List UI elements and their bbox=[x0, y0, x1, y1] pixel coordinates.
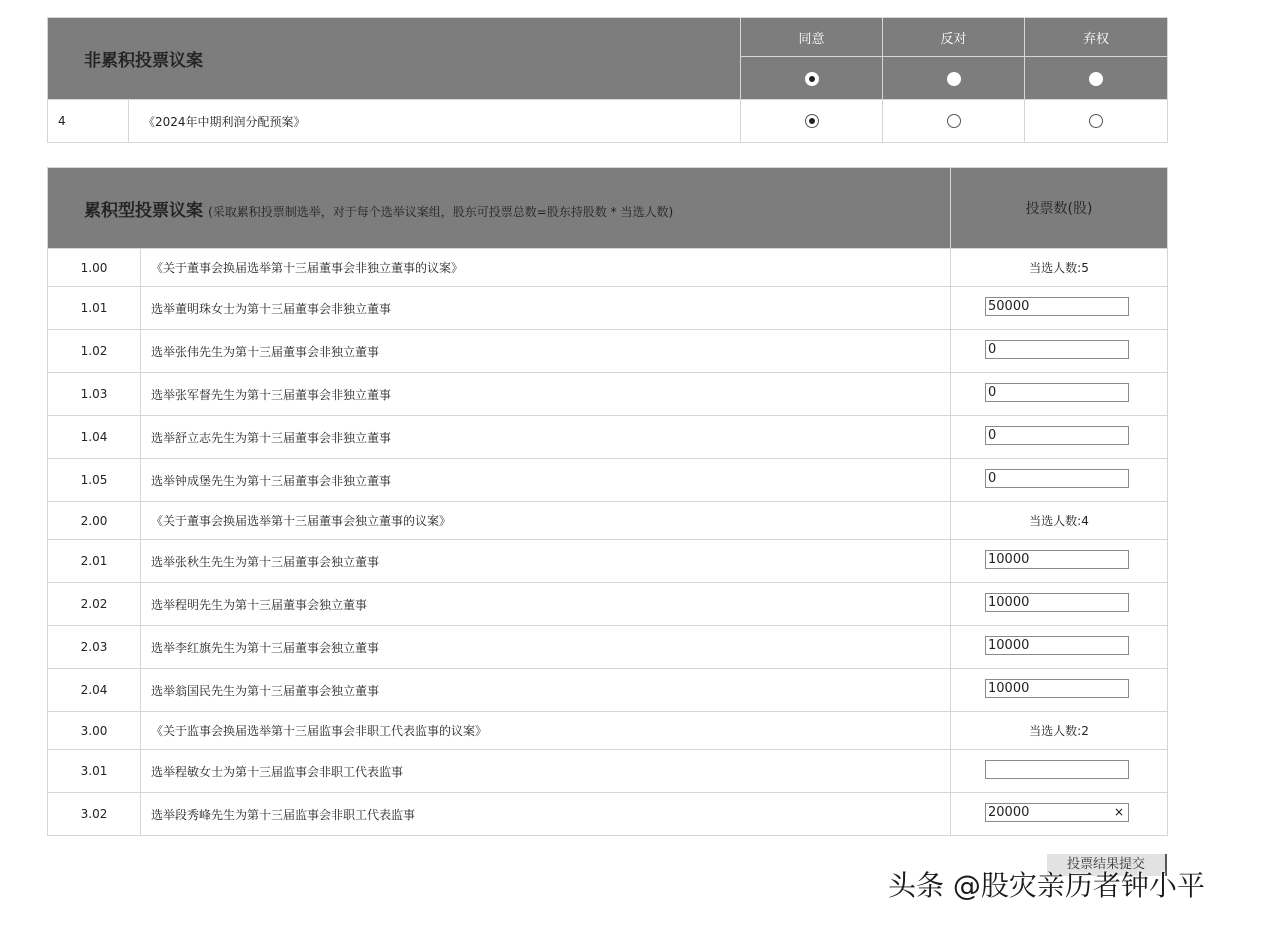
proposal-code: 4 bbox=[48, 100, 129, 143]
vote-cell bbox=[951, 373, 1168, 416]
radio-agree[interactable] bbox=[805, 114, 819, 128]
vote-value: 20000 bbox=[988, 805, 1030, 820]
candidate-code: 1.05 bbox=[48, 459, 141, 502]
vote-cell bbox=[951, 459, 1168, 502]
non-cumulative-title: 非累积投票议案 bbox=[48, 18, 741, 100]
table-row bbox=[48, 416, 1168, 459]
group-row bbox=[48, 502, 1168, 540]
radio-oppose[interactable] bbox=[947, 114, 961, 128]
group-name: 《关于董事会换届选举第十三届董事会独立董事的议案》 bbox=[141, 502, 951, 540]
table-row bbox=[48, 793, 1168, 836]
vote-cell bbox=[951, 583, 1168, 626]
group-code: 1.00 bbox=[48, 249, 141, 287]
candidate-name: 选举张军督先生为第十三届董事会非独立董事 bbox=[141, 373, 951, 416]
group-name: 《关于监事会换届选举第十三届监事会非职工代表监事的议案》 bbox=[141, 712, 951, 750]
vote-input[interactable] bbox=[985, 550, 1129, 569]
group-code: 3.00 bbox=[48, 712, 141, 750]
table-row bbox=[48, 459, 1168, 502]
vote-value: 10000 bbox=[988, 638, 1030, 653]
candidate-code: 2.03 bbox=[48, 626, 141, 669]
vote-input[interactable] bbox=[985, 803, 1129, 822]
header-abstain-all[interactable] bbox=[1025, 57, 1168, 100]
vote-value: 0 bbox=[988, 385, 997, 400]
header-agree-all[interactable] bbox=[741, 57, 883, 100]
table-row bbox=[48, 540, 1168, 583]
vote-cell bbox=[951, 793, 1168, 836]
column-abstain: 弃权 bbox=[1025, 18, 1168, 57]
vote-input[interactable] bbox=[985, 636, 1129, 655]
table-row bbox=[48, 373, 1168, 416]
vote-input[interactable] bbox=[985, 469, 1129, 488]
header-oppose-all[interactable] bbox=[883, 57, 1025, 100]
group-row bbox=[48, 249, 1168, 287]
vote-value: 50000 bbox=[988, 299, 1030, 314]
vote-value: 0 bbox=[988, 471, 997, 486]
candidate-name: 选举董明珠女士为第十三届董事会非独立董事 bbox=[141, 287, 951, 330]
group-name: 《关于董事会换届选举第十三届董事会非独立董事的议案》 bbox=[141, 249, 951, 287]
watermark: 头条 @股灾亲历者钟小平 bbox=[888, 869, 1205, 902]
candidate-name: 选举翁国民先生为第十三届董事会独立董事 bbox=[141, 669, 951, 712]
vote-cell bbox=[951, 287, 1168, 330]
candidate-code: 2.02 bbox=[48, 583, 141, 626]
vote-cell bbox=[951, 626, 1168, 669]
group-quota: 当选人数:4 bbox=[951, 502, 1168, 540]
vote-cell bbox=[951, 330, 1168, 373]
candidate-name: 选举李红旗先生为第十三届董事会独立董事 bbox=[141, 626, 951, 669]
vote-value: 0 bbox=[988, 428, 997, 443]
candidate-code: 1.04 bbox=[48, 416, 141, 459]
proposal-name: 《2024年中期利润分配预案》 bbox=[129, 100, 741, 143]
candidate-name: 选举程敏女士为第十三届监事会非职工代表监事 bbox=[141, 750, 951, 793]
candidate-code: 1.02 bbox=[48, 330, 141, 373]
vote-input[interactable] bbox=[985, 593, 1129, 612]
candidate-code: 1.01 bbox=[48, 287, 141, 330]
table-row bbox=[48, 626, 1168, 669]
candidate-code: 3.02 bbox=[48, 793, 141, 836]
header-radio-oppose[interactable] bbox=[947, 72, 961, 86]
group-quota: 当选人数:2 bbox=[951, 712, 1168, 750]
cumulative-header bbox=[48, 168, 951, 249]
vote-count-header: 投票数(股) bbox=[951, 168, 1168, 249]
vote-input[interactable] bbox=[985, 340, 1129, 359]
column-oppose: 反对 bbox=[883, 18, 1025, 57]
cumulative-title: 累积型投票议案 bbox=[84, 200, 203, 221]
table-row bbox=[48, 583, 1168, 626]
candidate-name: 选举张伟先生为第十三届董事会非独立董事 bbox=[141, 330, 951, 373]
candidate-name: 选举钟成堡先生为第十三届董事会非独立董事 bbox=[141, 459, 951, 502]
radio-abstain[interactable] bbox=[1089, 114, 1103, 128]
group-row bbox=[48, 712, 1168, 750]
voting-page bbox=[47, 17, 1167, 836]
table-row bbox=[48, 287, 1168, 330]
column-agree: 同意 bbox=[741, 18, 883, 57]
table-row bbox=[48, 669, 1168, 712]
vote-cell bbox=[951, 540, 1168, 583]
vote-input[interactable] bbox=[985, 679, 1129, 698]
candidate-name: 选举段秀峰先生为第十三届监事会非职工代表监事 bbox=[141, 793, 951, 836]
candidate-code: 2.01 bbox=[48, 540, 141, 583]
group-code: 2.00 bbox=[48, 502, 141, 540]
candidate-name: 选举舒立志先生为第十三届董事会非独立董事 bbox=[141, 416, 951, 459]
table-row bbox=[48, 750, 1168, 793]
candidate-code: 3.01 bbox=[48, 750, 141, 793]
header-radio-agree[interactable] bbox=[805, 72, 819, 86]
table-row bbox=[48, 330, 1168, 373]
vote-input[interactable] bbox=[985, 297, 1129, 316]
vote-value: 10000 bbox=[988, 552, 1030, 567]
vote-value: 10000 bbox=[988, 681, 1030, 696]
table-row bbox=[48, 100, 1168, 143]
non-cumulative-table bbox=[47, 17, 1168, 143]
vote-value: 0 bbox=[988, 342, 997, 357]
submit-button[interactable]: 投票结果提交 bbox=[1047, 854, 1167, 876]
group-quota: 当选人数:5 bbox=[951, 249, 1168, 287]
vote-input[interactable] bbox=[985, 426, 1129, 445]
vote-value: 10000 bbox=[988, 595, 1030, 610]
candidate-name: 选举程明先生为第十三届董事会独立董事 bbox=[141, 583, 951, 626]
candidate-code: 2.04 bbox=[48, 669, 141, 712]
candidate-name: 选举张秋生先生为第十三届董事会独立董事 bbox=[141, 540, 951, 583]
vote-input[interactable] bbox=[985, 383, 1129, 402]
vote-input[interactable] bbox=[985, 760, 1129, 779]
vote-cell bbox=[951, 750, 1168, 793]
vote-cell bbox=[951, 669, 1168, 712]
header-radio-abstain[interactable] bbox=[1089, 72, 1103, 86]
clear-icon[interactable]: × bbox=[1113, 805, 1124, 819]
vote-cell bbox=[951, 416, 1168, 459]
cumulative-table bbox=[47, 167, 1168, 836]
cumulative-subtitle: (采取累积投票制选举，对于每个选举议案组，股东可投票总数=股东持股数 * 当选人数) bbox=[208, 204, 674, 219]
candidate-code: 1.03 bbox=[48, 373, 141, 416]
